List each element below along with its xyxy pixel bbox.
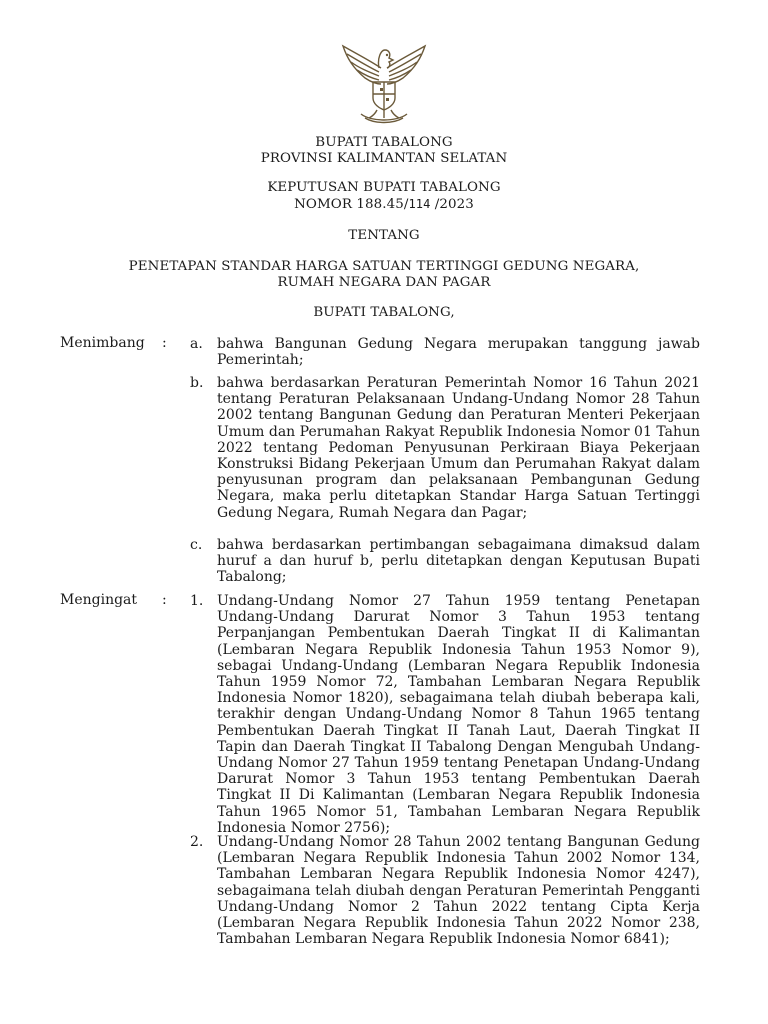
item-marker: c.: [190, 537, 203, 553]
item-text: bahwa berdasarkan pertimbangan sebagaimana dimaksud dalam huruf a dan huruf b, perlu ditetapkan dengan Keputusan Bupati Tabalong;: [217, 537, 700, 586]
menimbang-item-a: [190, 336, 700, 370]
decree-number-prefix: NOMOR 188.45/: [294, 197, 409, 212]
menimbang-label: Menimbang: [60, 335, 145, 351]
item-text: bahwa berdasarkan Peraturan Pemerintah Nomor 16 Tahun 2021 tentang Peraturan Pelaksanaan Undang-Undang Nomor 28 Tahun 2002 tentang Bangunan Gedung dan Peraturan Menteri Pekerjaan Umum dan Perumahan Rakyat Republik Indonesia Nomor 01 Tahun 2022 tentang Pedoman Penyusunan Perkiraan Biaya Pekerjaan Konstruksi Bidang Pekerjaan Umum dan Perumahan Rakyat dalam penyusunan program dan pelaksanaan Pembangunan Gedung Negara, maka perlu ditetapkan Standar Harga Satuan Tertinggi Gedung Negara, Rumah Negara dan Pagar;: [217, 375, 700, 521]
menimbang-item-c: [190, 537, 700, 589]
item-text: bahwa Bangunan Gedung Negara merupakan tanggung jawab Pemerintah;: [217, 336, 700, 369]
decree-number-handwritten: 114: [408, 197, 431, 211]
menimbang-colon: :: [162, 335, 167, 351]
item-text: Undang-Undang Nomor 27 Tahun 1959 tentang Penetapan Undang-Undang Darurat Nomor 3 Tahun 1953 tentang Perpanjangan Pembentukan Daerah Tingkat II di Kalimantan (Lembaran Negara Republik Indonesia Tahun 1953 Nomor 9), sebagai Undang-Undang (Lembaran Negara Republik Indonesia Tahun 1959 Nomor 72, Tambahan Lembaran Negara Republik Indonesia Nomor 1820), sebagaimana telah diubah beberapa kali, terakhir dengan Undang-Undang Nomor 8 Tahun 1965 tentang Pembentukan Daerah Tingkat II Tanah Laut, Daerah Tingkat II Tapin dan Daerah Tingkat II Tabalong Dengan Mengubah Undang-Undang Nomor 27 Tahun 1959 tentang Penetapan Undang-Undang Darurat Nomor 3 Tahun 1953 tentang Pembentukan Daerah Tingkat II Di Kalimantan (Lembaran Negara Republik Indonesia Tahun 1965 Nomor 51, Tambahan Lembaran Negara Republik Indonesia Nomor 2756);: [217, 593, 700, 836]
decree-title: KEPUTUSAN BUPATI TABALONG: [267, 180, 501, 195]
tentang-heading: TENTANG: [348, 228, 420, 243]
item-marker: b.: [190, 375, 204, 391]
item-marker: 1.: [190, 593, 204, 609]
item-marker: 2.: [190, 834, 204, 850]
authority-heading: BUPATI TABALONG,: [313, 305, 455, 320]
mengingat-label: Mengingat: [60, 592, 138, 608]
subject-line-1: PENETAPAN STANDAR HARGA SATUAN TERTINGGI GEDUNG NEGARA,: [128, 259, 640, 274]
item-text: Undang-Undang Nomor 28 Tahun 2002 tentang Bangunan Gedung (Lembaran Negara Republik Indonesia Tahun 2002 Nomor 134, Tambahan Lembaran Negara Republik Indonesia Nomor 4247), sebagaimana telah diubah dengan Peraturan Pemerintah Pengganti Undang-Undang Nomor 2 Tahun 2022 tentang Cipta Kerja (Lembaran Negara Republik Indonesia Tahun 2022 Nomor 238, Tambahan Lembaran Negara Republik Indonesia Nomor 6841);: [217, 834, 700, 948]
decree-number-suffix: /2023: [430, 197, 474, 212]
menimbang-item-b: [190, 375, 700, 535]
mengingat-item-2: [190, 834, 700, 964]
garuda-emblem-icon: [335, 38, 433, 124]
mengingat-item-1: [190, 593, 700, 836]
province-title: PROVINSI KALIMANTAN SELATAN: [260, 151, 508, 166]
item-marker: a.: [190, 336, 203, 352]
subject-line-2: RUMAH NEGARA DAN PAGAR: [277, 275, 491, 290]
decree-number: [0, 196, 768, 213]
regent-title: BUPATI TABALONG: [315, 135, 453, 150]
mengingat-colon: :: [162, 592, 167, 608]
